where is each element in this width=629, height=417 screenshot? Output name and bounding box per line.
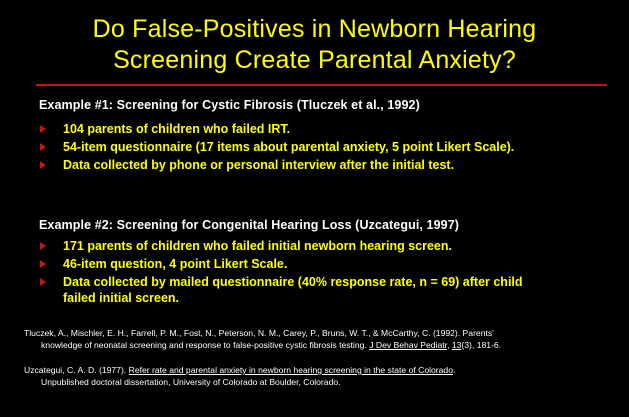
reference-line	[24, 365, 455, 375]
slide-title	[0, 14, 629, 76]
list-item	[54, 157, 543, 173]
journal-name: J Dev Behav Pediatr	[369, 340, 448, 350]
dissertation-title: Refer rate and parental anxiety in newborn hearing screening in the state of Colorado	[128, 365, 453, 375]
example-2-heading: Example #2: Screening for Congenital Hearing Loss (Uzcategui, 1997)	[39, 218, 460, 232]
bullet-text: 46-item question, 4 point Likert Scale.	[63, 257, 288, 271]
arrow-bullet-icon	[40, 143, 46, 151]
arrow-bullet-icon	[40, 125, 46, 133]
reference-line: Unpublished doctoral dissertation, University of Colorado at Boulder, Colorado.	[41, 377, 341, 387]
example-1-bullet-list	[54, 121, 543, 175]
arrow-bullet-icon	[40, 278, 46, 286]
reference-line	[24, 339, 614, 351]
bullet-text: 171 parents of children who failed initial newborn hearing screen.	[63, 239, 452, 253]
reference-text: knowledge of neonatal screening and response to false-positive cystic fibrosis testing.	[41, 340, 370, 350]
bullet-text: Data collected by phone or personal interview after the initial test.	[63, 158, 455, 172]
reference-text: Uzcategui, C. A. D. (1977).	[24, 365, 129, 375]
list-item	[54, 238, 543, 254]
journal-issue: (3)	[461, 340, 472, 350]
reference-separator: ,	[447, 340, 452, 350]
bullet-text: 54-item questionnaire (17 items about parental anxiety, 5 point Likert Scale).	[63, 140, 515, 154]
list-item	[54, 121, 543, 137]
reference-tluczek	[24, 327, 614, 351]
example-2-bullet-list	[54, 238, 543, 308]
reference-line: Tluczek, A., Mischler, E. H., Farrell, P. M., Fost, N., Peterson, N. M., Carey, P., Bruns, W. T., & McCarthy, C. (1992). Parents'	[24, 328, 494, 338]
title-line-1: Do False-Positives in Newborn Hearing	[92, 15, 537, 43]
list-item	[54, 274, 543, 306]
arrow-bullet-icon	[40, 161, 46, 169]
bullet-text: Data collected by mailed questionnaire (40% response rate, n = 69) after child failed initial screen.	[63, 275, 523, 305]
list-item	[54, 139, 543, 155]
bullet-text: 104 parents of children who failed IRT.	[63, 122, 291, 136]
title-divider	[36, 84, 607, 86]
journal-pages: , 181-6.	[471, 340, 502, 350]
reference-text: .	[453, 365, 456, 375]
arrow-bullet-icon	[40, 242, 46, 250]
reference-uzcategui	[24, 364, 614, 388]
title-line-2: Screening Create Parental Anxiety?	[113, 46, 516, 74]
list-item	[54, 256, 543, 272]
example-1-heading: Example #1: Screening for Cystic Fibrosis (Tluczek et al., 1992)	[39, 98, 420, 112]
arrow-bullet-icon	[40, 260, 46, 268]
journal-volume: 13	[451, 340, 462, 350]
